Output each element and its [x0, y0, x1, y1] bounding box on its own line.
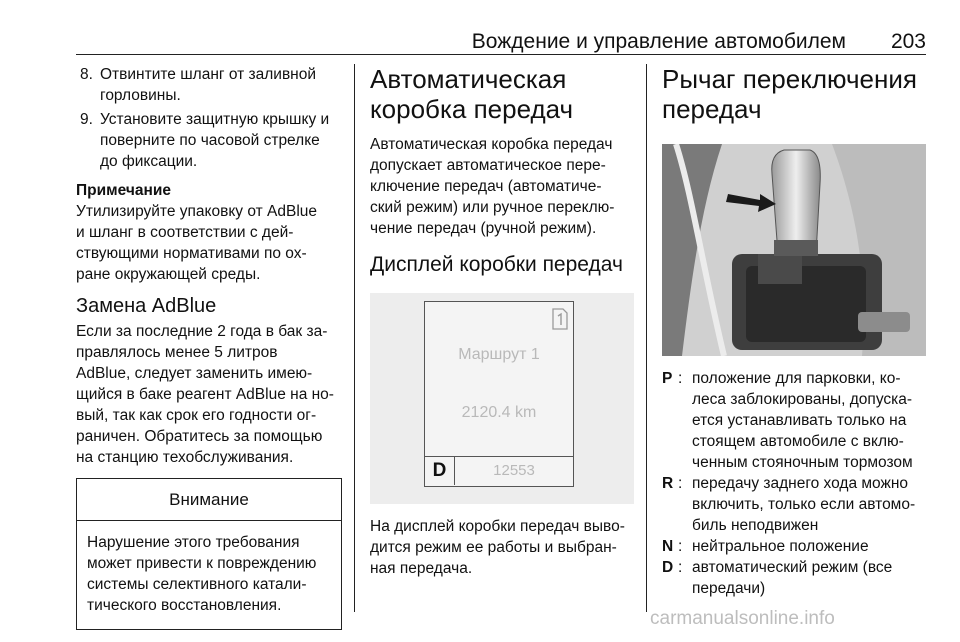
watermark[interactable]: carmanualsonline.info — [650, 608, 835, 629]
step-number: 9. — [80, 111, 93, 128]
def-line: передачу заднего хода можно — [692, 475, 909, 492]
text-line: Автоматическая коробка передач — [370, 136, 613, 153]
text-line: щийся в баке реагент AdBlue на но- — [76, 386, 334, 403]
gear-position-item — [662, 557, 926, 599]
def-line: ченным стояночным тормозом — [692, 454, 913, 471]
warning-line: Нарушение этого требования — [87, 534, 300, 551]
title-line: коробка передач — [370, 94, 574, 124]
text-line: правлялось менее 5 литров — [76, 344, 278, 361]
def-line: автоматический режим (все — [692, 559, 893, 576]
section-text — [76, 321, 342, 468]
text-line: вый, так как срок его годности ог- — [76, 407, 317, 424]
warning-line: системы селективного катали- — [87, 576, 307, 593]
gear-position-item — [662, 368, 926, 473]
warning-text — [77, 521, 341, 629]
note-title: Примечание — [76, 182, 171, 199]
page-number: 203 — [890, 30, 926, 53]
step-line: Установите защитную крышку и — [100, 111, 330, 128]
note-line: и шланг в соответствии с дей- — [76, 224, 294, 241]
def-line: леса заблокированы, допуска- — [692, 391, 913, 408]
display-section-title: Дисплей коробки передач — [370, 253, 623, 276]
separator: : — [678, 370, 683, 387]
warning-line: тического восстановления. — [87, 597, 282, 614]
def-line: положение для парковки, ко- — [692, 370, 901, 387]
text-line: Если за последние 2 года в бак за- — [76, 323, 328, 340]
step-line: Отвинтите шланг от заливной — [100, 66, 317, 83]
section-title: Замена AdBlue — [76, 295, 217, 317]
text-line: допускает автоматическое пере- — [370, 157, 606, 174]
gear-lever-photo-graphic — [662, 144, 926, 356]
text-line: раничен. Обратитесь за помощью — [76, 428, 323, 445]
def-line: биль неподвижен — [692, 517, 819, 534]
gear-position-item — [662, 473, 926, 536]
title-line: передач — [662, 94, 762, 124]
text-line: ский режим) или ручное переклю- — [370, 199, 615, 216]
gear-key: P — [662, 370, 673, 387]
page-header — [76, 30, 926, 54]
gear-key: R — [662, 475, 674, 492]
header-title: Вождение и управление автомобилем — [471, 30, 846, 53]
note-line: Утилизируйте упаковку от AdBlue — [76, 203, 318, 220]
gear-key: N — [662, 538, 674, 555]
lever-title — [662, 64, 926, 124]
warning-box — [76, 478, 342, 630]
def-line: включить, только если автомо- — [692, 496, 916, 513]
main-title — [370, 64, 634, 124]
odometer-value: 12553 — [493, 462, 535, 479]
column-divider-2 — [646, 64, 647, 612]
note-line: ране окружающей среды. — [76, 266, 261, 283]
step-item — [76, 109, 342, 172]
note-text — [76, 201, 342, 285]
warning-line: может привести к повреждению — [87, 555, 317, 572]
gear-indicator: D — [425, 457, 455, 485]
gear-position-item — [662, 536, 926, 557]
separator: : — [678, 475, 683, 492]
gear-positions-list — [662, 368, 926, 599]
step-item — [76, 64, 342, 106]
column-3 — [662, 64, 926, 599]
step-number: 8. — [80, 66, 93, 83]
trip-distance: 2120.4 km — [461, 404, 537, 421]
column-divider-1 — [354, 64, 355, 612]
text-line: На дисплей коробки передач выво- — [370, 518, 625, 535]
def-line: ется устанавливать только на — [692, 412, 907, 429]
text-line: ная передача. — [370, 560, 473, 577]
text-line: на станцию техобслуживания. — [76, 449, 294, 466]
step-line: поверните по часовой стрелке — [100, 132, 320, 149]
note-line: ствующими нормативами по ох- — [76, 245, 307, 262]
display-caption — [370, 516, 634, 579]
gear-lever-photo — [662, 144, 926, 356]
gearbox-display-figure — [370, 293, 634, 504]
text-line: AdBlue, следует заменить имею- — [76, 365, 313, 382]
display-screen — [424, 301, 574, 487]
warning-title: Внимание — [77, 479, 341, 521]
column-1 — [76, 64, 342, 630]
title-line: Рычаг переключения — [662, 64, 917, 94]
header-rule — [76, 54, 926, 55]
text-line: дится режим ее работы и выбран- — [370, 539, 617, 556]
column-2 — [370, 64, 634, 579]
intro-text — [370, 134, 634, 239]
def-line: стоящем автомобиле с вклю- — [692, 433, 904, 450]
trip-route-label: Маршрут 1 — [458, 346, 540, 363]
separator: : — [678, 559, 683, 576]
def-line: передачи) — [692, 580, 766, 597]
def-line: нейтральное положение — [692, 538, 869, 555]
text-line: чение передач (ручной режим). — [370, 220, 597, 237]
step-line: горловины. — [100, 87, 181, 104]
text-line: ключение передач (автоматиче- — [370, 178, 602, 195]
separator: : — [678, 538, 683, 555]
trip-reset-icon — [552, 308, 568, 330]
display-bottom-bar — [425, 456, 573, 486]
title-line: Автоматическая — [370, 64, 567, 94]
step-line: до фиксации. — [100, 153, 198, 170]
steps-list — [76, 64, 342, 172]
gear-key: D — [662, 559, 674, 576]
